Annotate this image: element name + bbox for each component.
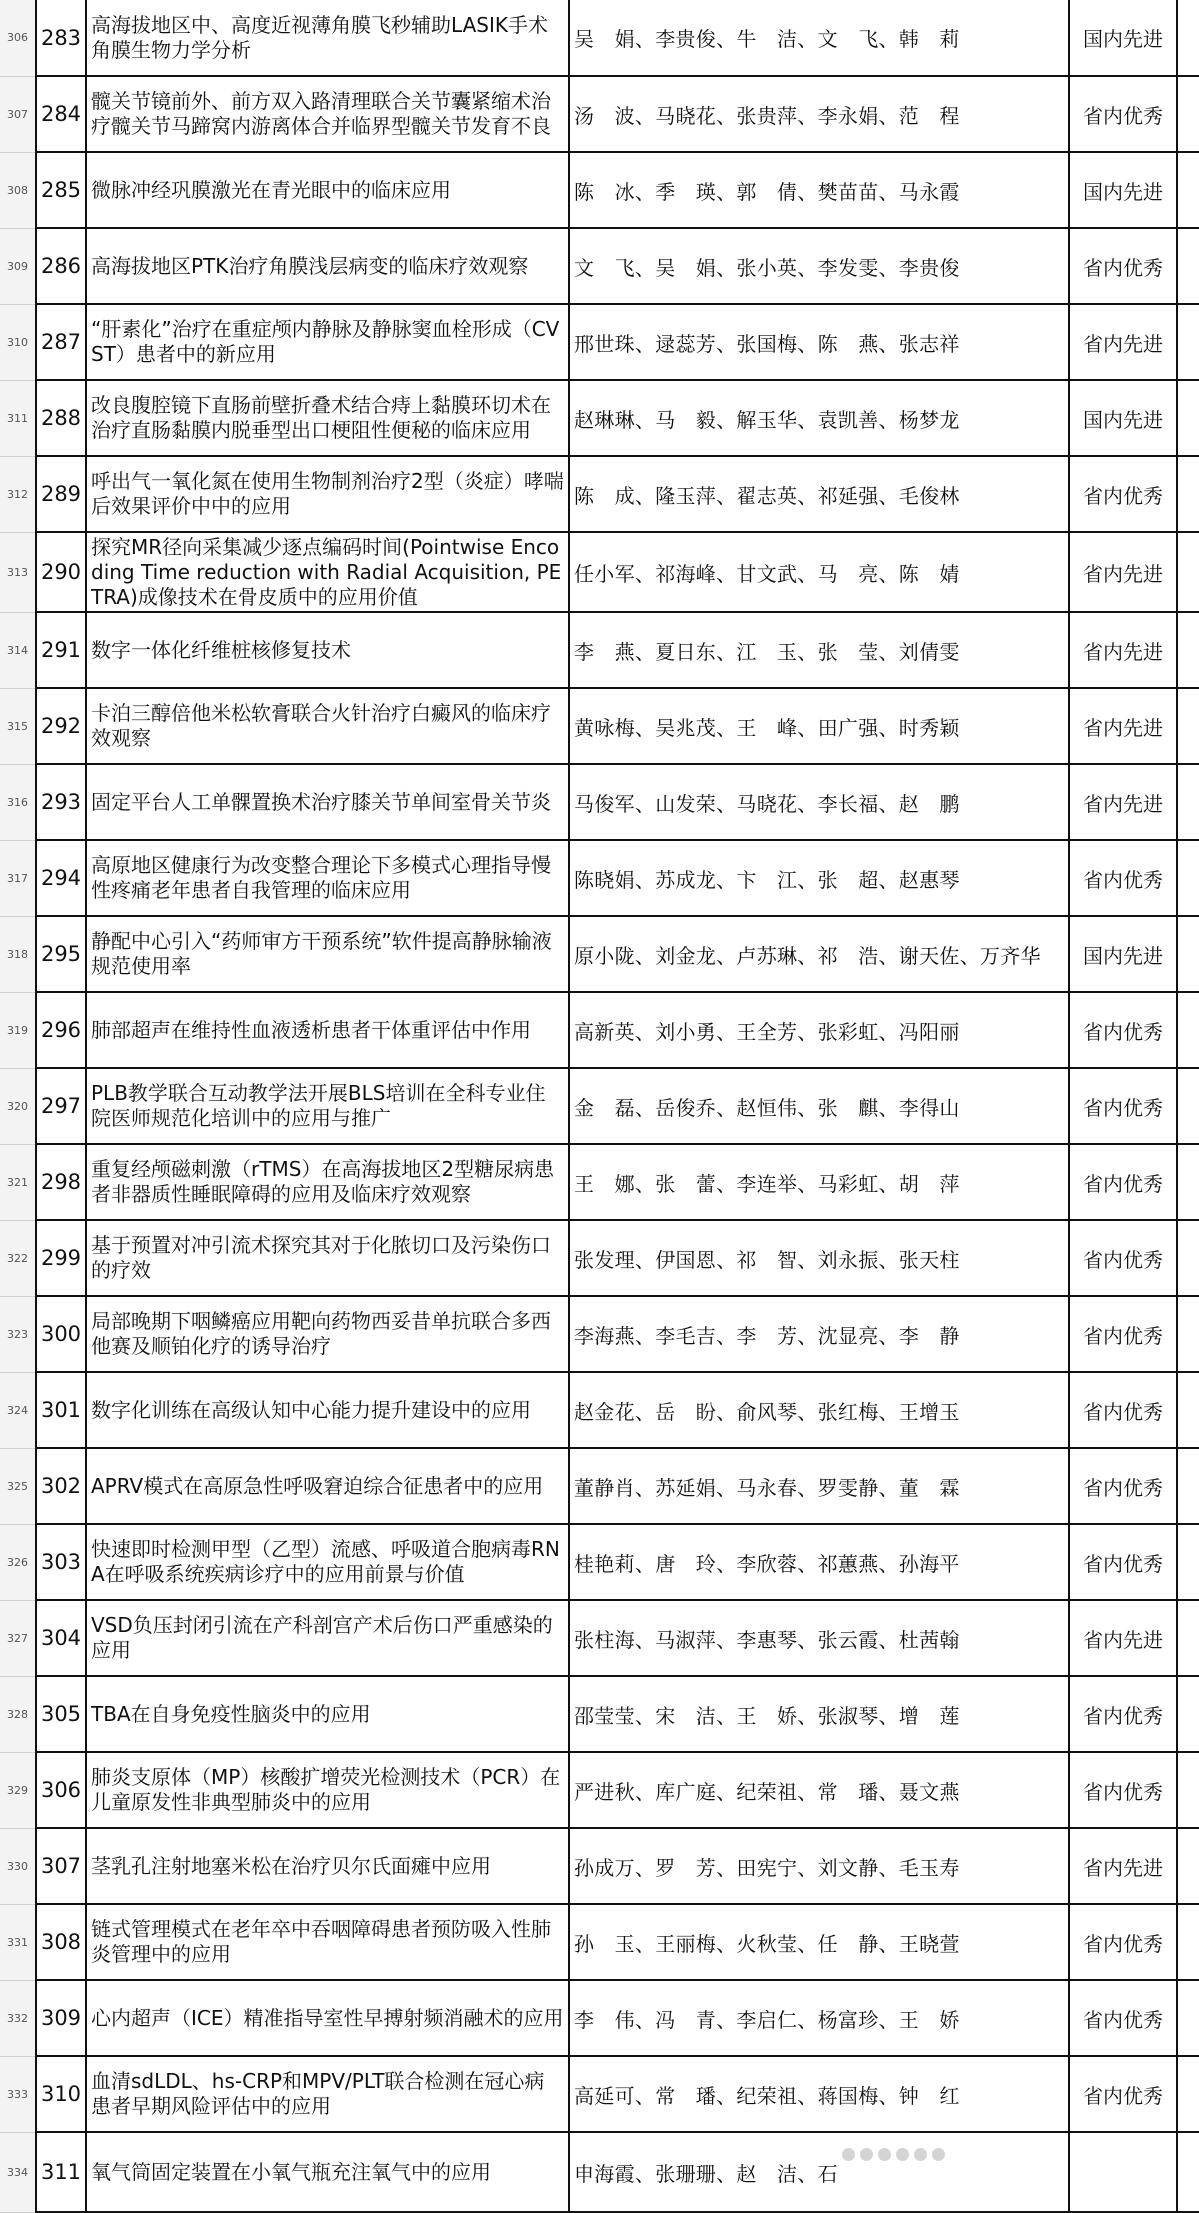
empty-cell [1177, 992, 1199, 1068]
row-number-cell: 306 [0, 0, 36, 76]
serial-number-cell: 310 [36, 2056, 86, 2132]
table-row [0, 1980, 1199, 2056]
row-number-cell: 327 [0, 1600, 36, 1676]
award-level-cell: 省内优秀 [1069, 840, 1177, 916]
project-title-cell [86, 76, 569, 152]
empty-cell [1177, 1144, 1199, 1220]
table-row [0, 2056, 1199, 2132]
project-title-cell-text: 链式管理模式在老年卒中吞咽障碍患者预防吸入性肺炎管理中的应用 [91, 1917, 551, 1966]
row-number-cell: 309 [0, 228, 36, 304]
empty-cell [1177, 304, 1199, 380]
serial-number-cell: 307 [36, 1828, 86, 1904]
serial-number-cell: 285 [36, 152, 86, 228]
empty-cell [1177, 2056, 1199, 2132]
serial-number-cell: 305 [36, 1676, 86, 1752]
row-number-cell: 334 [0, 2132, 36, 2212]
project-title-cell [86, 992, 569, 1068]
row-number-cell: 325 [0, 1448, 36, 1524]
serial-number-cell: 302 [36, 1448, 86, 1524]
row-number-cell: 313 [0, 532, 36, 612]
watermark-dot [914, 2148, 927, 2161]
empty-cell [1177, 0, 1199, 76]
empty-cell [1177, 1296, 1199, 1372]
row-number-cell: 329 [0, 1752, 36, 1828]
row-number-cell: 320 [0, 1068, 36, 1144]
project-title-cell [86, 764, 569, 840]
table-row [0, 1220, 1199, 1296]
award-level-cell: 省内优秀 [1069, 1904, 1177, 1980]
project-title-cell-text: 心内超声（ICE）精准指导室性早搏射频消融术的应用 [91, 2005, 564, 2030]
empty-cell [1177, 1904, 1199, 1980]
project-title-cell-text: VSD负压封闭引流在产科剖宫产术后伤口严重感染的应用 [91, 1613, 553, 1662]
authors-cell: 陈 冰、季 瑛、郭 倩、樊苗苗、马永霞 [569, 152, 1069, 228]
project-title-cell-text: 肺部超声在维持性血液透析患者干体重评估中作用 [91, 1017, 531, 1042]
watermark-logo [842, 2148, 945, 2161]
watermark-dot [878, 2148, 891, 2161]
serial-number-cell: 283 [36, 0, 86, 76]
authors-cell: 文 飞、吴 娟、张小英、李发雯、李贵俊 [569, 228, 1069, 304]
authors-cell: 孙 玉、王丽梅、火秋莹、任 静、王晓萱 [569, 1904, 1069, 1980]
authors-cell: 严进秋、库广庭、纪荣祖、常 璠、聂文燕 [569, 1752, 1069, 1828]
project-title-cell [86, 1600, 569, 1676]
authors-cell: 张柱海、马淑萍、李惠琴、张云霞、杜茜翰 [569, 1600, 1069, 1676]
table-row [0, 1904, 1199, 1980]
row-number-cell: 318 [0, 916, 36, 992]
serial-number-cell: 311 [36, 2132, 86, 2212]
table-row [0, 304, 1199, 380]
award-level-cell: 省内优秀 [1069, 992, 1177, 1068]
project-title-cell-text: 呼出气一氧化氮在使用生物制剂治疗2型（炎症）哮喘后效果评价中中的应用 [91, 469, 564, 518]
row-number-cell: 322 [0, 1220, 36, 1296]
serial-number-cell: 292 [36, 688, 86, 764]
authors-cell: 汤 波、马晓花、张贵萍、李永娟、范 程 [569, 76, 1069, 152]
watermark-dot [842, 2148, 855, 2161]
project-title-cell [86, 1524, 569, 1600]
project-title-cell-text: 微脉冲经巩膜激光在青光眼中的临床应用 [91, 177, 451, 202]
authors-cell: 孙成万、罗 芳、田宪宁、刘文静、毛玉寿 [569, 1828, 1069, 1904]
project-title-cell [86, 916, 569, 992]
authors-cell: 陈 成、隆玉萍、翟志英、祁延强、毛俊林 [569, 456, 1069, 532]
authors-cell: 高延可、常 璠、纪荣祖、蒋国梅、钟 红 [569, 2056, 1069, 2132]
empty-cell [1177, 228, 1199, 304]
empty-cell [1177, 1372, 1199, 1448]
project-title-cell [86, 456, 569, 532]
serial-number-cell: 287 [36, 304, 86, 380]
row-number-cell: 321 [0, 1144, 36, 1220]
row-number-cell: 319 [0, 992, 36, 1068]
project-title-cell-text: 局部晚期下咽鳞癌应用靶向药物西妥昔单抗联合多西他赛及顺铂化疗的诱导治疗 [91, 1309, 551, 1358]
award-level-cell: 国内先进 [1069, 380, 1177, 456]
authors-cell: 李海燕、李毛吉、李 芳、沈显亮、李 静 [569, 1296, 1069, 1372]
watermark-dot [896, 2148, 909, 2161]
project-title-cell-text: TBA在自身免疫性脑炎中的应用 [91, 1701, 371, 1726]
empty-cell [1177, 764, 1199, 840]
award-level-cell: 省内先进 [1069, 1828, 1177, 1904]
serial-number-cell: 308 [36, 1904, 86, 1980]
award-level-cell: 省内优秀 [1069, 1144, 1177, 1220]
authors-cell: 原小陇、刘金龙、卢苏琳、祁 浩、谢天佐、万齐华 [569, 916, 1069, 992]
authors-cell: 董静肖、苏延娟、马永春、罗雯静、董 霖 [569, 1448, 1069, 1524]
award-level-cell: 国内先进 [1069, 916, 1177, 992]
authors-cell: 赵琳琳、马 毅、解玉华、袁凯善、杨梦龙 [569, 380, 1069, 456]
award-level-cell: 省内先进 [1069, 304, 1177, 380]
project-title-cell [86, 2056, 569, 2132]
project-title-cell [86, 1828, 569, 1904]
row-number-cell: 316 [0, 764, 36, 840]
authors-cell: 黄咏梅、吴兆茂、王 峰、田广强、时秀颖 [569, 688, 1069, 764]
row-number-cell: 312 [0, 456, 36, 532]
serial-number-cell: 300 [36, 1296, 86, 1372]
project-title-cell-text: 重复经颅磁刺激（rTMS）在高海拔地区2型糖尿病患者非器质性睡眠障碍的应用及临床疗效观察 [91, 1157, 555, 1206]
table-row [0, 2132, 1199, 2212]
project-title-cell-text: 探究MR径向采集减少逐点编码时间(Pointwise Encoding Time reduction with Radial Acquisition, PETRA)成像技术在骨皮质中的应用价值 [91, 535, 562, 609]
authors-cell: 赵金花、岳 盼、俞风琴、张红梅、王增玉 [569, 1372, 1069, 1448]
table-row [0, 228, 1199, 304]
award-level-cell: 省内优秀 [1069, 1372, 1177, 1448]
watermark-dot [932, 2148, 945, 2161]
project-title-cell-text: “肝素化”治疗在重症颅内静脉及静脉窦血栓形成（CVST）患者中的新应用 [91, 317, 560, 366]
project-title-cell [86, 380, 569, 456]
project-title-cell [86, 1296, 569, 1372]
table-row [0, 532, 1199, 612]
empty-cell [1177, 152, 1199, 228]
row-number-cell: 330 [0, 1828, 36, 1904]
project-title-cell-text: 卡泊三醇倍他米松软膏联合火针治疗白癜风的临床疗效观察 [91, 701, 551, 750]
award-level-cell: 省内先进 [1069, 1600, 1177, 1676]
authors-cell: 邢世珠、逯蕊芳、张国梅、陈 燕、张志祥 [569, 304, 1069, 380]
award-level-cell: 省内优秀 [1069, 1980, 1177, 2056]
project-title-cell [86, 2132, 569, 2212]
row-number-cell: 310 [0, 304, 36, 380]
authors-cell: 陈晓娟、苏成龙、卞 江、张 超、赵惠琴 [569, 840, 1069, 916]
authors-cell: 李 燕、夏日东、江 玉、张 莹、刘倩雯 [569, 612, 1069, 688]
authors-cell: 张发理、伊国恩、祁 智、刘永振、张天柱 [569, 1220, 1069, 1296]
project-title-cell-text: 改良腹腔镜下直肠前壁折叠术结合痔上黏膜环切术在治疗直肠黏膜内脱垂型出口梗阻性便秘的临床应用 [91, 393, 551, 442]
row-number-cell: 317 [0, 840, 36, 916]
table-row [0, 1296, 1199, 1372]
empty-cell [1177, 916, 1199, 992]
empty-cell [1177, 1752, 1199, 1828]
project-title-cell [86, 1980, 569, 2056]
empty-cell [1177, 2132, 1199, 2212]
table-row [0, 1448, 1199, 1524]
project-title-cell-text: 茎乳孔注射地塞米松在治疗贝尔氏面瘫中应用 [91, 1853, 491, 1878]
empty-cell [1177, 380, 1199, 456]
award-level-cell: 省内优秀 [1069, 1676, 1177, 1752]
table-row [0, 764, 1199, 840]
award-level-cell: 省内先进 [1069, 612, 1177, 688]
empty-cell [1177, 1600, 1199, 1676]
empty-cell [1177, 1524, 1199, 1600]
empty-cell [1177, 1828, 1199, 1904]
table-row [0, 76, 1199, 152]
row-number-cell: 328 [0, 1676, 36, 1752]
table-row [0, 688, 1199, 764]
table-row [0, 1144, 1199, 1220]
empty-cell [1177, 1068, 1199, 1144]
project-title-cell [86, 1448, 569, 1524]
row-number-cell: 326 [0, 1524, 36, 1600]
serial-number-cell: 290 [36, 532, 86, 612]
project-title-cell [86, 152, 569, 228]
project-title-cell-text: 固定平台人工单髁置换术治疗膝关节单间室骨关节炎 [91, 789, 551, 814]
serial-number-cell: 291 [36, 612, 86, 688]
serial-number-cell: 309 [36, 1980, 86, 2056]
row-number-cell: 315 [0, 688, 36, 764]
award-level-cell: 省内优秀 [1069, 2056, 1177, 2132]
project-title-cell-text: 数字化训练在高级认知中心能力提升建设中的应用 [91, 1397, 531, 1422]
row-number-cell: 323 [0, 1296, 36, 1372]
serial-number-cell: 288 [36, 380, 86, 456]
table-row [0, 1600, 1199, 1676]
project-title-cell [86, 612, 569, 688]
serial-number-cell: 286 [36, 228, 86, 304]
row-number-cell: 308 [0, 152, 36, 228]
table-row [0, 1068, 1199, 1144]
project-title-cell [86, 688, 569, 764]
award-level-cell: 省内优秀 [1069, 228, 1177, 304]
project-title-cell-text: 高海拔地区中、高度近视薄角膜飞秒辅助LASIK手术角膜生物力学分析 [91, 12, 548, 62]
watermark-dot [860, 2148, 873, 2161]
award-level-cell: 省内优秀 [1069, 76, 1177, 152]
award-level-cell: 省内优秀 [1069, 1296, 1177, 1372]
award-level-cell: 省内优秀 [1069, 1752, 1177, 1828]
table-row [0, 1828, 1199, 1904]
project-title-cell-text: PLB教学联合互动教学法开展BLS培训在全科专业住院医师规范化培训中的应用与推广 [91, 1081, 546, 1130]
project-title-cell [86, 1372, 569, 1448]
serial-number-cell: 299 [36, 1220, 86, 1296]
project-title-cell-text: 髋关节镜前外、前方双入路清理联合关节囊紧缩术治疗髋关节马蹄窝内游离体合并临界型髋关节发育不良 [91, 89, 551, 138]
serial-number-cell: 296 [36, 992, 86, 1068]
award-level-cell: 省内优秀 [1069, 1524, 1177, 1600]
empty-cell [1177, 688, 1199, 764]
empty-cell [1177, 1676, 1199, 1752]
empty-cell [1177, 76, 1199, 152]
row-number-cell: 331 [0, 1904, 36, 1980]
serial-number-cell: 294 [36, 840, 86, 916]
award-level-cell: 省内先进 [1069, 532, 1177, 612]
project-title-cell-text: 肺炎支原体（MP）核酸扩增荧光检测技术（PCR）在儿童原发性非典型肺炎中的应用 [91, 1765, 561, 1814]
award-level-cell: 省内先进 [1069, 688, 1177, 764]
row-number-cell: 332 [0, 1980, 36, 2056]
table-row [0, 1676, 1199, 1752]
award-level-cell [1069, 2132, 1177, 2212]
award-level-cell: 省内优秀 [1069, 1068, 1177, 1144]
project-title-cell [86, 532, 569, 612]
row-number-cell: 311 [0, 380, 36, 456]
authors-cell: 马俊军、山发荣、马晓花、李长福、赵 鹏 [569, 764, 1069, 840]
row-number-cell: 314 [0, 612, 36, 688]
project-title-cell [86, 228, 569, 304]
serial-number-cell: 306 [36, 1752, 86, 1828]
empty-cell [1177, 532, 1199, 612]
award-level-cell: 省内优秀 [1069, 456, 1177, 532]
table-row [0, 152, 1199, 228]
table-row [0, 380, 1199, 456]
table-row [0, 916, 1199, 992]
award-level-cell: 国内先进 [1069, 0, 1177, 76]
serial-number-cell: 284 [36, 76, 86, 152]
empty-cell [1177, 456, 1199, 532]
project-title-cell [86, 304, 569, 380]
award-level-cell: 省内优秀 [1069, 1448, 1177, 1524]
empty-cell [1177, 612, 1199, 688]
serial-number-cell: 301 [36, 1372, 86, 1448]
project-title-cell [86, 1676, 569, 1752]
table-row [0, 1752, 1199, 1828]
award-level-cell: 省内先进 [1069, 764, 1177, 840]
project-title-cell [86, 1904, 569, 1980]
authors-cell: 任小军、祁海峰、甘文武、马 亮、陈 婧 [569, 532, 1069, 612]
table-row [0, 456, 1199, 532]
table-row [0, 840, 1199, 916]
project-title-cell [86, 0, 569, 76]
table-row [0, 0, 1199, 76]
serial-number-cell: 297 [36, 1068, 86, 1144]
table-row [0, 1372, 1199, 1448]
authors-cell: 吴 娟、李贵俊、牛 洁、文 飞、韩 莉 [569, 0, 1069, 76]
authors-cell: 邵莹莹、宋 洁、王 娇、张淑琴、增 莲 [569, 1676, 1069, 1752]
serial-number-cell: 304 [36, 1600, 86, 1676]
empty-cell [1177, 1980, 1199, 2056]
table-row [0, 1524, 1199, 1600]
award-level-cell: 省内优秀 [1069, 1220, 1177, 1296]
authors-cell: 李 伟、冯 青、李启仁、杨富珍、王 娇 [569, 1980, 1069, 2056]
award-level-cell: 国内先进 [1069, 152, 1177, 228]
serial-number-cell: 289 [36, 456, 86, 532]
serial-number-cell: 298 [36, 1144, 86, 1220]
project-title-cell-text: 快速即时检测甲型（乙型）流感、呼吸道合胞病毒RNA在呼吸系统疾病诊疗中的应用前景与价值 [91, 1537, 560, 1586]
project-title-cell [86, 1144, 569, 1220]
empty-cell [1177, 840, 1199, 916]
row-number-cell: 324 [0, 1372, 36, 1448]
authors-cell: 申海霞、张珊珊、赵 洁、石 [569, 2132, 1069, 2212]
project-title-cell-text: 血清sdLDL、hs-CRP和MPV/PLT联合检测在冠心病患者早期风险评估中的应用 [91, 2069, 545, 2118]
project-title-cell [86, 1752, 569, 1828]
serial-number-cell: 295 [36, 916, 86, 992]
project-title-cell-text: 基于预置对冲引流术探究其对于化脓切口及污染伤口的疗效 [91, 1233, 551, 1282]
empty-cell [1177, 1448, 1199, 1524]
project-title-cell-text: 氧气筒固定装置在小氧气瓶充注氧气中的应用 [91, 2159, 491, 2184]
table-row [0, 992, 1199, 1068]
row-number-cell: 307 [0, 76, 36, 152]
authors-cell: 高新英、刘小勇、王全芳、张彩虹、冯阳丽 [569, 992, 1069, 1068]
row-number-cell: 333 [0, 2056, 36, 2132]
authors-cell: 桂艳莉、唐 玲、李欣蓉、祁蕙燕、孙海平 [569, 1524, 1069, 1600]
project-title-cell [86, 1068, 569, 1144]
empty-cell [1177, 1220, 1199, 1296]
project-title-cell-text: 数字一体化纤维桩核修复技术 [91, 637, 351, 662]
serial-number-cell: 303 [36, 1524, 86, 1600]
table-row [0, 612, 1199, 688]
serial-number-cell: 293 [36, 764, 86, 840]
authors-cell: 金 磊、岳俊乔、赵恒伟、张 麒、李得山 [569, 1068, 1069, 1144]
project-title-cell-text: 静配中心引入“药师审方干预系统”软件提高静脉输液规范使用率 [91, 929, 552, 978]
project-title-cell [86, 1220, 569, 1296]
project-title-cell-text: 高海拔地区PTK治疗角膜浅层病变的临床疗效观察 [91, 253, 529, 278]
authors-cell: 王 娜、张 蕾、李连举、马彩虹、胡 萍 [569, 1144, 1069, 1220]
project-title-cell-text: APRV模式在高原急性呼吸窘迫综合征患者中的应用 [91, 1473, 544, 1498]
project-title-cell [86, 840, 569, 916]
project-title-cell-text: 高原地区健康行为改变整合理论下多模式心理指导慢性疼痛老年患者自我管理的临床应用 [91, 853, 551, 902]
